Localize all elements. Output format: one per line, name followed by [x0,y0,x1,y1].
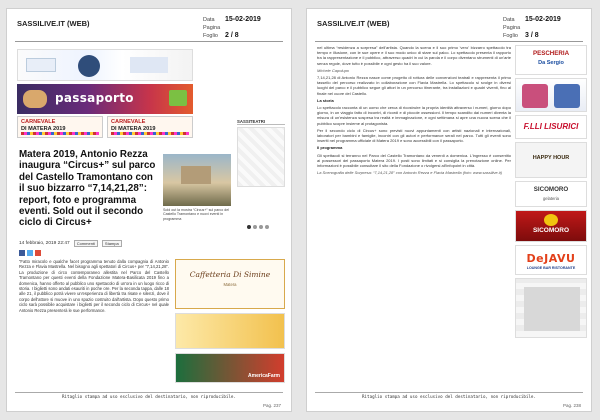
carnevale-decoration [21,132,99,135]
banner-text: passaporto [55,91,134,105]
carnevale-decoration [111,132,189,135]
carnevale-title: CARNEVALE DI MATERA 2019 [111,119,156,132]
banner-logo [26,58,56,72]
product-image [522,84,548,108]
page-number: Pag. 238 [562,403,581,408]
sidebar-ad-farm[interactable] [175,353,285,383]
lisurici-title: F.LLI LISURICI [523,122,579,131]
side-image [237,127,285,187]
date-value: 15-02-2019 [225,16,261,23]
date-value: 15-02-2019 [525,16,561,23]
red-ad-title: SICOMORO [532,227,570,234]
bottom-ad[interactable] [515,278,587,338]
side-column [237,119,285,187]
article-dateline [19,240,122,247]
banner-graphic [130,57,168,73]
left-page [6,8,292,412]
carnevale-ad-left[interactable] [17,116,103,138]
banner-badge [169,90,187,106]
section-heading: Il programma [317,145,343,151]
ad-logo-icon [544,214,558,226]
sicomoro-subtitle: gelateria [542,196,560,201]
sheet-value: 2 / 8 [225,32,239,39]
paragraph: Gli spettacoli si terranno nel Parco del Castello Tramontano da venerdì a domenica. L'ingresso è consentito ai possessori del passaporto Matera 2019. I posti sono limitati e si consiglia la prenotazione online. Per informazioni è possibile consultare il sito della Fondazione o rivolgersi all'infopoint in città. [317,152,511,169]
date-label: Data [503,17,515,23]
twitter-share-icon[interactable] [27,250,33,256]
farm-ad-label: AmericaFarm [248,373,280,379]
cafe-subtitle: Matera [223,282,237,287]
happy-hour-ad[interactable] [515,142,587,178]
header-rule [315,41,583,42]
paragraph: Per il secondo ciclo di Circus+ sono previsti nuovi appuntamenti con artisti nazionali e internazionali, laboratori per bambini e famiglie, incontri con gli autori e performance serali nel parco. Tutti gli eventi sono inseriti nel programma ufficiale di Matera 2019 e sono accessibili con il passaporto. [317,127,511,144]
carnevale-title: CARNEVALE DI MATERA 2019 [21,119,66,132]
dejavu-subtitle: LOUNGE BAR RISTORANTE [526,266,576,270]
footer-note: Ritaglio stampa ad uso esclusivo del destinatario, non riproducibile. [15,392,283,399]
product-image [554,84,580,108]
photo-credit: La Scenografia delle Sorpresa: “7,14,21,28” con Antonio Rezza e Flavia Mastrella (foto: www.sassilive.it) [317,170,503,176]
happy-hour-title: HAPPY HOUR [532,155,570,161]
ads-column [515,45,587,341]
banner-figure [23,90,47,108]
article-body-continued [317,45,511,177]
page-meta [203,16,261,40]
page-label: Pagina [203,25,221,31]
article-body: “Fatto miracolo e qualche facet programma tenuto dalla compagnia di Antonio Rezza e Flavia Mastrella. Nel bisogno agli spettatori di Circus+ per “7,14,21,28”. La produzione di circo contemporaneo allestita nel Parco del Castello Tramontano per questi eventi della Fondazione Matera-Basilicata 2019 fino a domenica, hanno offerto al pubblico uno spettacolo di un'ora in un luogo ricco di storia. I biglietti sono andati esauriti in poche ore. Per la seconda tappa, dalle 18 alle 21, il pubblico potrà vivere un'esperienza di libertà tra risate e silenzi, dove il corpo dell'attore si muove in uno spazio costruito dall'artista. Dopo questo primo ciclo sarà possibile acquistare i biglietti per il secondo ciclo di Circus+ nel quale Antonio Rezza presenterà le sue performance. [19,259,169,313]
pescheria-subtitle: Da Sergio [538,60,564,66]
sheet-value: 3 / 8 [525,32,539,39]
sheet-label: Foglio [203,33,218,39]
sicomoro-title: SICOMORO [533,186,569,193]
article-headline: Matera 2019, Antonio Rezza inaugura “Circus+” sul parco del Castello Tramontano con il suo bizzarro “7,14,21,28”: report, foto e programma eventi. Sold out il secondo ciclo di Circus+ [19,149,156,229]
sheet-label: Foglio [503,33,518,39]
bottom-ad-image [524,287,580,331]
paragraph: nel ultima “residenza a sorpresa” dell'artista. Quando la scena e il suo primo 'vero' bizzarro spettacolo tra tempo e illusione, con le sue opere e il suo modo unico di stare sul palco. Lo spettacolo presenta il rapporto tra la rappresentazione e il pubblico, attraverso quadri in cui la parola e il corpo diventano strumenti di un'arte senza regole, dove tutto è possibile e ogni gesto ha il suo valore. [317,45,511,66]
facebook-share-icon[interactable] [19,250,25,256]
page-meta [503,16,561,40]
banner-emblem [78,55,100,77]
paragraph: Lo spettacolo racconta di un uomo che cerca di ricostruire la propria identità attraverso i numeri, giorno dopo giorno, in un viaggio fatto di incontri, di ricordi e di piccole ossessioni. Il tempo scandito dai numeri diventa la misura di un'esistenza sospesa tra realtà e immaginazione, e ogni settimana si apre una nuova scena che il pubblico scopre insieme al protagonista. [317,105,511,126]
publication-name: SASSILIVE.IT (WEB) [17,19,90,28]
dateline-text: 14 febbraio, 2019 22:47 [19,241,70,246]
product-ad[interactable] [515,78,587,112]
paragraph: 7,14,21,28 di Antonio Rezza nasce come progetto di rottura delle convenzioni teatrali e rappresenta il primo tassello del percorso realizzato in collaborazione con Flavia Mastrella. Lo spettacolo si svolge in diversi luoghi del parco e il pubblico segue gli attori in un percorso itinerante, tra installazioni e quadri viventi, fino al finale nel cuore del Castello. [317,75,511,96]
pescheria-ad[interactable] [515,45,587,75]
share-buttons [19,250,41,256]
red-ad[interactable] [515,210,587,242]
header-rule [15,41,283,42]
dejavu-ad[interactable] [515,245,587,275]
gallery-dots[interactable] [247,225,269,229]
top-banner-ad[interactable] [17,49,193,81]
cafe-ad[interactable] [175,259,285,309]
side-header: SASSITEATRI [237,119,285,125]
pescheria-title: PESCHERIA [532,50,570,57]
right-page [306,8,592,412]
passaporto-banner[interactable] [17,84,193,114]
lisurici-ad[interactable] [515,115,587,139]
sicomoro-ad[interactable] [515,181,587,207]
print-button[interactable]: Stampa [102,240,122,247]
footer-note: Ritaglio stampa ad uso esclusivo del destinatario, non riproducibile. [315,392,583,399]
page-label: Pagina [503,25,521,31]
article-photo[interactable] [163,154,231,206]
page-number: Pag. 237 [262,403,281,408]
cafe-title: Caffetteria Di Simine [189,270,271,279]
google-share-icon[interactable] [35,250,41,256]
photo-caption: Sold out la mostra “Circus+” sul parco del Castello Tramontano e nuovi eventi in programma [163,208,230,221]
publication-name: SASSILIVE.IT (WEB) [317,19,390,28]
carnevale-ad-right[interactable] [107,116,193,138]
comments-button[interactable]: Commenti [74,240,98,247]
sidebar-ad-image[interactable] [175,313,285,349]
date-label: Data [203,17,215,23]
dejavu-title: DeJAVU [526,252,576,265]
section-heading: La storia [317,97,334,103]
author-name: Michele Capolupo [317,67,350,73]
